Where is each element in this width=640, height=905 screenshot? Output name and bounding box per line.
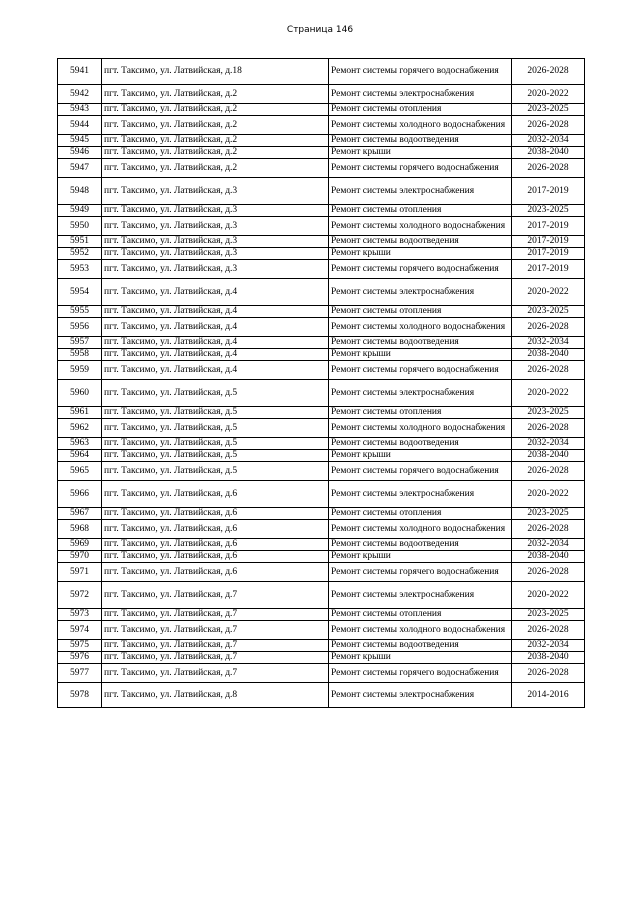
row-work-type: Ремонт системы водоотведения <box>329 236 512 248</box>
row-address: пгт. Таксимо, ул. Латвийская, д.5 <box>102 380 329 407</box>
row-period: 2017-2019 <box>512 248 585 260</box>
row-address: пгт. Таксимо, ул. Латвийская, д.2 <box>102 104 329 116</box>
row-address: пгт. Таксимо, ул. Латвийская, д.5 <box>102 438 329 450</box>
row-period: 2014-2016 <box>512 683 585 708</box>
table-row <box>58 380 585 407</box>
row-work-type: Ремонт системы горячего водоснабжения <box>329 462 512 481</box>
table-row <box>58 104 585 116</box>
row-number: 5965 <box>58 462 102 481</box>
row-address: пгт. Таксимо, ул. Латвийская, д.4 <box>102 349 329 361</box>
row-address: пгт. Таксимо, ул. Латвийская, д.5 <box>102 419 329 438</box>
row-work-type: Ремонт системы водоотведения <box>329 640 512 652</box>
row-work-type: Ремонт системы отопления <box>329 306 512 318</box>
row-period: 2026-2028 <box>512 419 585 438</box>
row-work-type: Ремонт системы отопления <box>329 508 512 520</box>
table-row <box>58 85 585 104</box>
table-row <box>58 407 585 419</box>
row-number: 5945 <box>58 135 102 147</box>
row-period: 2026-2028 <box>512 621 585 640</box>
table-row <box>58 337 585 349</box>
row-number: 5941 <box>58 59 102 85</box>
row-address: пгт. Таксимо, ул. Латвийская, д.6 <box>102 551 329 563</box>
row-period: 2026-2028 <box>512 664 585 683</box>
row-work-type: Ремонт системы электроснабжения <box>329 582 512 609</box>
row-period: 2026-2028 <box>512 462 585 481</box>
table-row <box>58 438 585 450</box>
row-work-type: Ремонт системы холодного водоснабжения <box>329 419 512 438</box>
row-work-type: Ремонт системы отопления <box>329 104 512 116</box>
row-work-type: Ремонт системы горячего водоснабжения <box>329 664 512 683</box>
row-number: 5975 <box>58 640 102 652</box>
row-period: 2026-2028 <box>512 563 585 582</box>
row-address: пгт. Таксимо, ул. Латвийская, д.4 <box>102 337 329 349</box>
row-work-type: Ремонт системы водоотведения <box>329 438 512 450</box>
row-period: 2023-2025 <box>512 306 585 318</box>
row-work-type: Ремонт системы горячего водоснабжения <box>329 563 512 582</box>
row-address: пгт. Таксимо, ул. Латвийская, д.4 <box>102 318 329 337</box>
row-work-type: Ремонт системы горячего водоснабжения <box>329 159 512 178</box>
row-number: 5950 <box>58 217 102 236</box>
row-number: 5948 <box>58 178 102 205</box>
table-row <box>58 248 585 260</box>
table-row <box>58 306 585 318</box>
row-address: пгт. Таксимо, ул. Латвийская, д.6 <box>102 508 329 520</box>
table-row <box>58 520 585 539</box>
row-address: пгт. Таксимо, ул. Латвийская, д.7 <box>102 582 329 609</box>
row-work-type: Ремонт системы водоотведения <box>329 539 512 551</box>
table-row <box>58 450 585 462</box>
row-number: 5963 <box>58 438 102 450</box>
row-address: пгт. Таксимо, ул. Латвийская, д.7 <box>102 652 329 664</box>
table-row <box>58 178 585 205</box>
table-row <box>58 664 585 683</box>
row-period: 2017-2019 <box>512 260 585 279</box>
row-number: 5947 <box>58 159 102 178</box>
table-row <box>58 147 585 159</box>
row-period: 2026-2028 <box>512 59 585 85</box>
table-row <box>58 481 585 508</box>
row-number: 5973 <box>58 609 102 621</box>
row-address: пгт. Таксимо, ул. Латвийская, д.3 <box>102 260 329 279</box>
row-work-type: Ремонт системы электроснабжения <box>329 279 512 306</box>
row-period: 2026-2028 <box>512 116 585 135</box>
row-period: 2038-2040 <box>512 147 585 159</box>
row-work-type: Ремонт системы электроснабжения <box>329 380 512 407</box>
row-work-type: Ремонт системы холодного водоснабжения <box>329 520 512 539</box>
row-period: 2038-2040 <box>512 652 585 664</box>
row-number: 5970 <box>58 551 102 563</box>
row-number: 5944 <box>58 116 102 135</box>
row-work-type: Ремонт системы горячего водоснабжения <box>329 59 512 85</box>
row-period: 2038-2040 <box>512 349 585 361</box>
table-row <box>58 260 585 279</box>
table-row <box>58 419 585 438</box>
row-work-type: Ремонт системы электроснабжения <box>329 178 512 205</box>
table-row <box>58 135 585 147</box>
row-period: 2032-2034 <box>512 135 585 147</box>
page-header: Страница 146 <box>286 25 354 35</box>
row-address: пгт. Таксимо, ул. Латвийская, д.6 <box>102 520 329 539</box>
row-number: 5962 <box>58 419 102 438</box>
row-number: 5959 <box>58 361 102 380</box>
row-work-type: Ремонт системы отопления <box>329 609 512 621</box>
row-number: 5949 <box>58 205 102 217</box>
row-address: пгт. Таксимо, ул. Латвийская, д.4 <box>102 306 329 318</box>
table-row <box>58 59 585 85</box>
row-work-type: Ремонт системы горячего водоснабжения <box>329 260 512 279</box>
row-period: 2038-2040 <box>512 551 585 563</box>
row-address: пгт. Таксимо, ул. Латвийская, д.7 <box>102 640 329 652</box>
row-period: 2020-2022 <box>512 582 585 609</box>
row-number: 5961 <box>58 407 102 419</box>
row-work-type: Ремонт крыши <box>329 147 512 159</box>
row-address: пгт. Таксимо, ул. Латвийская, д.7 <box>102 609 329 621</box>
table-row <box>58 361 585 380</box>
row-period: 2032-2034 <box>512 438 585 450</box>
row-address: пгт. Таксимо, ул. Латвийская, д.3 <box>102 248 329 260</box>
row-address: пгт. Таксимо, ул. Латвийская, д.6 <box>102 539 329 551</box>
row-work-type: Ремонт системы холодного водоснабжения <box>329 217 512 236</box>
row-period: 2023-2025 <box>512 205 585 217</box>
row-period: 2032-2034 <box>512 337 585 349</box>
table-row <box>58 205 585 217</box>
row-number: 5974 <box>58 621 102 640</box>
row-address: пгт. Таксимо, ул. Латвийская, д.6 <box>102 481 329 508</box>
row-address: пгт. Таксимо, ул. Латвийская, д.3 <box>102 217 329 236</box>
row-work-type: Ремонт системы горячего водоснабжения <box>329 361 512 380</box>
row-period: 2032-2034 <box>512 640 585 652</box>
row-address: пгт. Таксимо, ул. Латвийская, д.4 <box>102 279 329 306</box>
row-address: пгт. Таксимо, ул. Латвийская, д.2 <box>102 135 329 147</box>
row-work-type: Ремонт крыши <box>329 248 512 260</box>
row-number: 5942 <box>58 85 102 104</box>
row-number: 5964 <box>58 450 102 462</box>
row-work-type: Ремонт крыши <box>329 450 512 462</box>
row-number: 5955 <box>58 306 102 318</box>
row-number: 5954 <box>58 279 102 306</box>
table-row <box>58 652 585 664</box>
table-row <box>58 318 585 337</box>
row-period: 2032-2034 <box>512 539 585 551</box>
table-row <box>58 539 585 551</box>
row-address: пгт. Таксимо, ул. Латвийская, д.3 <box>102 178 329 205</box>
row-period: 2023-2025 <box>512 609 585 621</box>
row-period: 2017-2019 <box>512 217 585 236</box>
row-period: 2026-2028 <box>512 520 585 539</box>
row-address: пгт. Таксимо, ул. Латвийская, д.2 <box>102 116 329 135</box>
row-work-type: Ремонт системы холодного водоснабжения <box>329 116 512 135</box>
row-period: 2038-2040 <box>512 450 585 462</box>
row-number: 5958 <box>58 349 102 361</box>
row-period: 2020-2022 <box>512 481 585 508</box>
registry-table-body <box>58 59 585 708</box>
table-row <box>58 508 585 520</box>
row-address: пгт. Таксимо, ул. Латвийская, д.7 <box>102 621 329 640</box>
row-address: пгт. Таксимо, ул. Латвийская, д.8 <box>102 683 329 708</box>
row-period: 2023-2025 <box>512 407 585 419</box>
row-period: 2026-2028 <box>512 361 585 380</box>
row-number: 5977 <box>58 664 102 683</box>
row-address: пгт. Таксимо, ул. Латвийская, д.7 <box>102 664 329 683</box>
row-period: 2023-2025 <box>512 508 585 520</box>
table-row <box>58 563 585 582</box>
row-address: пгт. Таксимо, ул. Латвийская, д.18 <box>102 59 329 85</box>
table-row <box>58 349 585 361</box>
row-period: 2020-2022 <box>512 85 585 104</box>
table-row <box>58 279 585 306</box>
table-row <box>58 159 585 178</box>
row-number: 5953 <box>58 260 102 279</box>
row-period: 2026-2028 <box>512 318 585 337</box>
row-number: 5966 <box>58 481 102 508</box>
row-number: 5946 <box>58 147 102 159</box>
row-address: пгт. Таксимо, ул. Латвийская, д.2 <box>102 85 329 104</box>
table-row <box>58 551 585 563</box>
row-address: пгт. Таксимо, ул. Латвийская, д.3 <box>102 205 329 217</box>
row-number: 5957 <box>58 337 102 349</box>
row-work-type: Ремонт крыши <box>329 652 512 664</box>
table-row <box>58 236 585 248</box>
row-number: 5960 <box>58 380 102 407</box>
row-address: пгт. Таксимо, ул. Латвийская, д.2 <box>102 147 329 159</box>
table-row <box>58 640 585 652</box>
row-number: 5968 <box>58 520 102 539</box>
row-number: 5972 <box>58 582 102 609</box>
table-row <box>58 683 585 708</box>
row-number: 5976 <box>58 652 102 664</box>
row-period: 2017-2019 <box>512 178 585 205</box>
row-number: 5967 <box>58 508 102 520</box>
row-address: пгт. Таксимо, ул. Латвийская, д.3 <box>102 236 329 248</box>
row-number: 5956 <box>58 318 102 337</box>
table-row <box>58 217 585 236</box>
registry-table <box>57 58 585 708</box>
row-work-type: Ремонт системы водоотведения <box>329 337 512 349</box>
row-number: 5978 <box>58 683 102 708</box>
row-address: пгт. Таксимо, ул. Латвийская, д.5 <box>102 450 329 462</box>
row-number: 5952 <box>58 248 102 260</box>
row-work-type: Ремонт системы холодного водоснабжения <box>329 318 512 337</box>
row-work-type: Ремонт системы холодного водоснабжения <box>329 621 512 640</box>
table-row <box>58 609 585 621</box>
row-period: 2017-2019 <box>512 236 585 248</box>
row-address: пгт. Таксимо, ул. Латвийская, д.4 <box>102 361 329 380</box>
row-work-type: Ремонт крыши <box>329 551 512 563</box>
row-period: 2020-2022 <box>512 279 585 306</box>
row-work-type: Ремонт системы электроснабжения <box>329 85 512 104</box>
row-address: пгт. Таксимо, ул. Латвийская, д.6 <box>102 563 329 582</box>
table-row <box>58 116 585 135</box>
table-row <box>58 621 585 640</box>
table-row <box>58 462 585 481</box>
row-period: 2026-2028 <box>512 159 585 178</box>
row-number: 5951 <box>58 236 102 248</box>
row-work-type: Ремонт системы электроснабжения <box>329 481 512 508</box>
row-work-type: Ремонт системы отопления <box>329 205 512 217</box>
row-address: пгт. Таксимо, ул. Латвийская, д.5 <box>102 462 329 481</box>
row-work-type: Ремонт системы отопления <box>329 407 512 419</box>
row-period: 2023-2025 <box>512 104 585 116</box>
row-period: 2020-2022 <box>512 380 585 407</box>
row-address: пгт. Таксимо, ул. Латвийская, д.2 <box>102 159 329 178</box>
row-work-type: Ремонт системы электроснабжения <box>329 683 512 708</box>
table-row <box>58 582 585 609</box>
row-number: 5971 <box>58 563 102 582</box>
row-work-type: Ремонт системы водоотведения <box>329 135 512 147</box>
row-number: 5969 <box>58 539 102 551</box>
row-address: пгт. Таксимо, ул. Латвийская, д.5 <box>102 407 329 419</box>
row-number: 5943 <box>58 104 102 116</box>
row-work-type: Ремонт крыши <box>329 349 512 361</box>
